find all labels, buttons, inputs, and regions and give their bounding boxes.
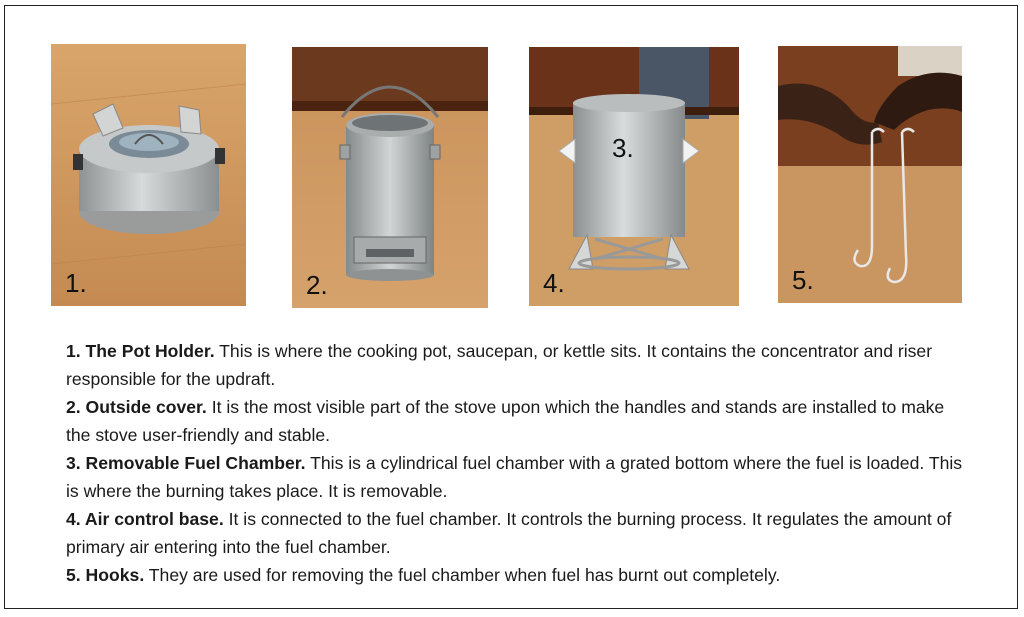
photo-label: 2.	[306, 270, 328, 300]
caption-item-text: They are used for removing the fuel chamber when fuel has burnt out completely.	[144, 565, 781, 585]
photo-label: 5.	[792, 265, 814, 295]
caption-item-text: This is a cylindrical fuel chamber with a grated bottom where the fuel is loaded. This is where the burning takes place. It is removable.	[66, 453, 963, 501]
caption-item	[66, 561, 966, 589]
photo-hooks	[778, 46, 962, 303]
caption-item	[66, 449, 966, 505]
caption-item-text: It is the most visible part of the stove upon which the handles and stands are installed to make the stove user-friendly and stable.	[66, 397, 945, 445]
caption-item-title: 4. Air control base.	[66, 509, 224, 529]
caption-item-title: 3. Removable Fuel Chamber.	[66, 453, 306, 473]
photo-outside-cover	[292, 47, 488, 308]
photo-inner-label: 3.	[612, 133, 634, 163]
caption-item	[66, 337, 966, 393]
caption-item-title: 2. Outside cover.	[66, 397, 207, 417]
caption-item-text: This is where the cooking pot, saucepan, or kettle sits. It contains the concentrator and riser responsible for the updraft.	[66, 341, 933, 389]
photo-label: 1.	[65, 268, 87, 298]
photo-fuel-chamber	[529, 47, 739, 306]
photo-label: 4.	[543, 268, 565, 298]
caption-item	[66, 393, 966, 449]
caption-item-title: 1. The Pot Holder.	[66, 341, 215, 361]
caption-item	[66, 505, 966, 561]
caption-item-text: It is connected to the fuel chamber. It controls the burning process. It regulates the amount of primary air entering into the fuel chamber.	[66, 509, 952, 557]
caption-item-title: 5. Hooks.	[66, 565, 145, 585]
caption-list	[66, 337, 966, 589]
photo-pot-holder	[51, 44, 246, 306]
